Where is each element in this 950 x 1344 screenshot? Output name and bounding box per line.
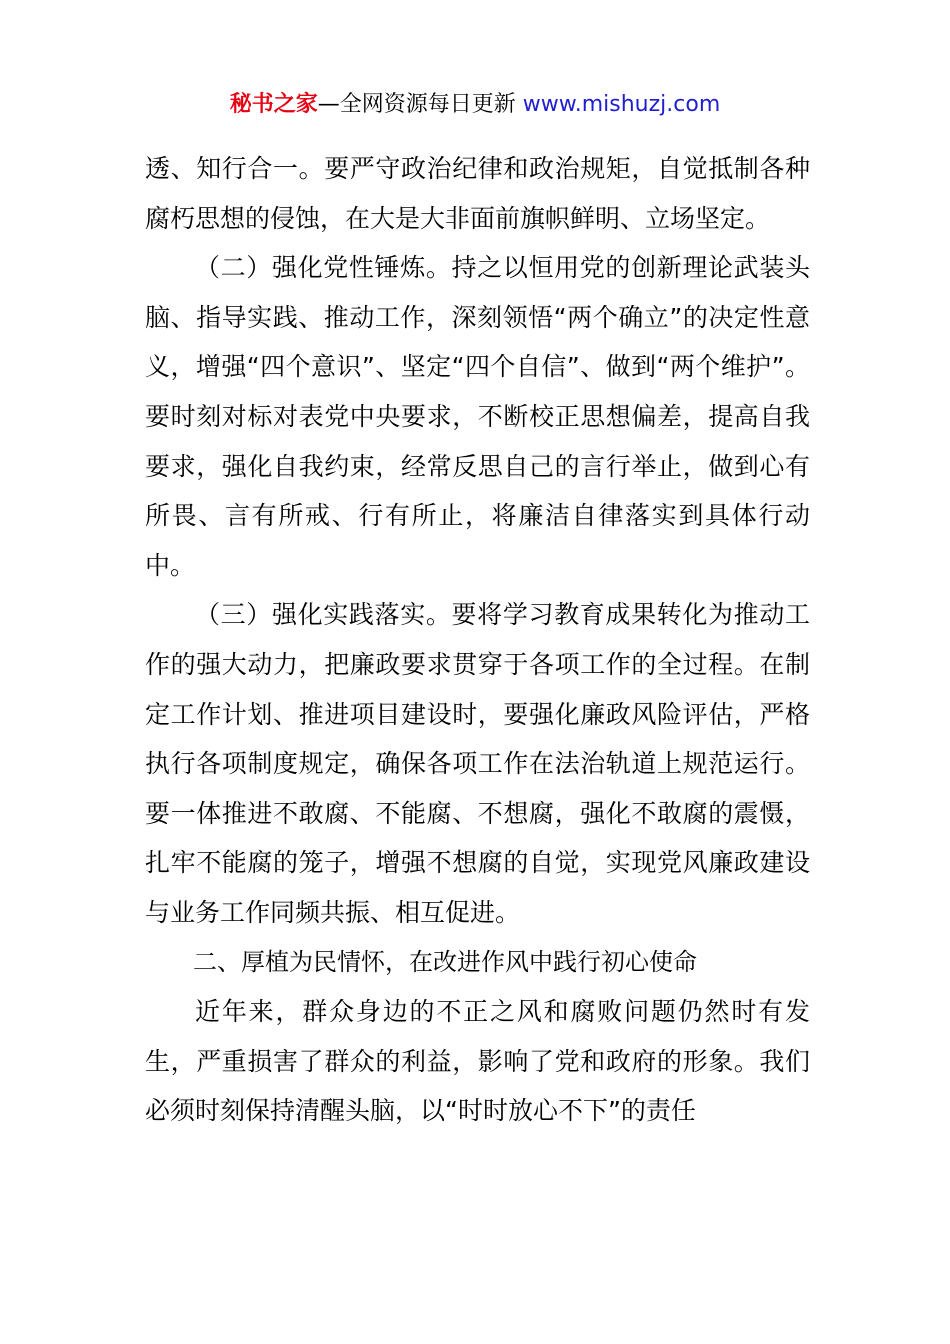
- paragraph-section-two: （二）强化党性锤炼。持之以恒用党的创新理论武装头脑、指导实践、推动工作，深刻领悟“两个确立”的决定性意义，增强“四个意识”、坚定“四个自信”、做到“两个维护”。要时刻对标对表党中央要求，不断校正思想偏差，提高自我要求，强化自我约束，经常反思自己的言行举止，做到心有所畏、言有所戒、行有所止，将廉洁自律落实到具体行动中。: [145, 253, 810, 580]
- document-header: [0, 86, 950, 124]
- paragraph-continued: 透、知行合一。要严守政治纪律和政治规矩，自觉抵制各种腐朽思想的侵蚀，在大是大非面前旗帜鲜明、立场坚定。: [145, 154, 810, 233]
- header-brand: 秘书之家: [229, 92, 318, 117]
- header-tagline: —全网资源每日更新: [317, 92, 523, 117]
- document-body: [145, 144, 810, 1136]
- paragraph-intro: 近年来，群众身边的不正之风和腐败问题仍然时有发生，严重损害了群众的利益，影响了党和政府的形象。我们必须时刻保持清醒头脑，以“时时放心不下”的责任: [145, 997, 810, 1126]
- paragraph-section-three: （三）强化实践落实。要将学习教育成果转化为推动工作的强大动力，把廉政要求贯穿于各项工作的全过程。在制定工作计划、推进项目建设时，要强化廉政风险评估，严格执行各项制度规定，确保各项工作在法治轨道上规范运行。要一体推进不敢腐、不能腐、不想腐，强化不敢腐的震慑，扎牢不能腐的笼子，增强不想腐的自觉，实现党风廉政建设与业务工作同频共振、相互促进。: [145, 600, 810, 927]
- header-url-link[interactable]: www.mishuzj.com: [522, 92, 721, 117]
- section-heading: 二、厚植为民情怀，在改进作风中践行初心使命: [193, 947, 697, 976]
